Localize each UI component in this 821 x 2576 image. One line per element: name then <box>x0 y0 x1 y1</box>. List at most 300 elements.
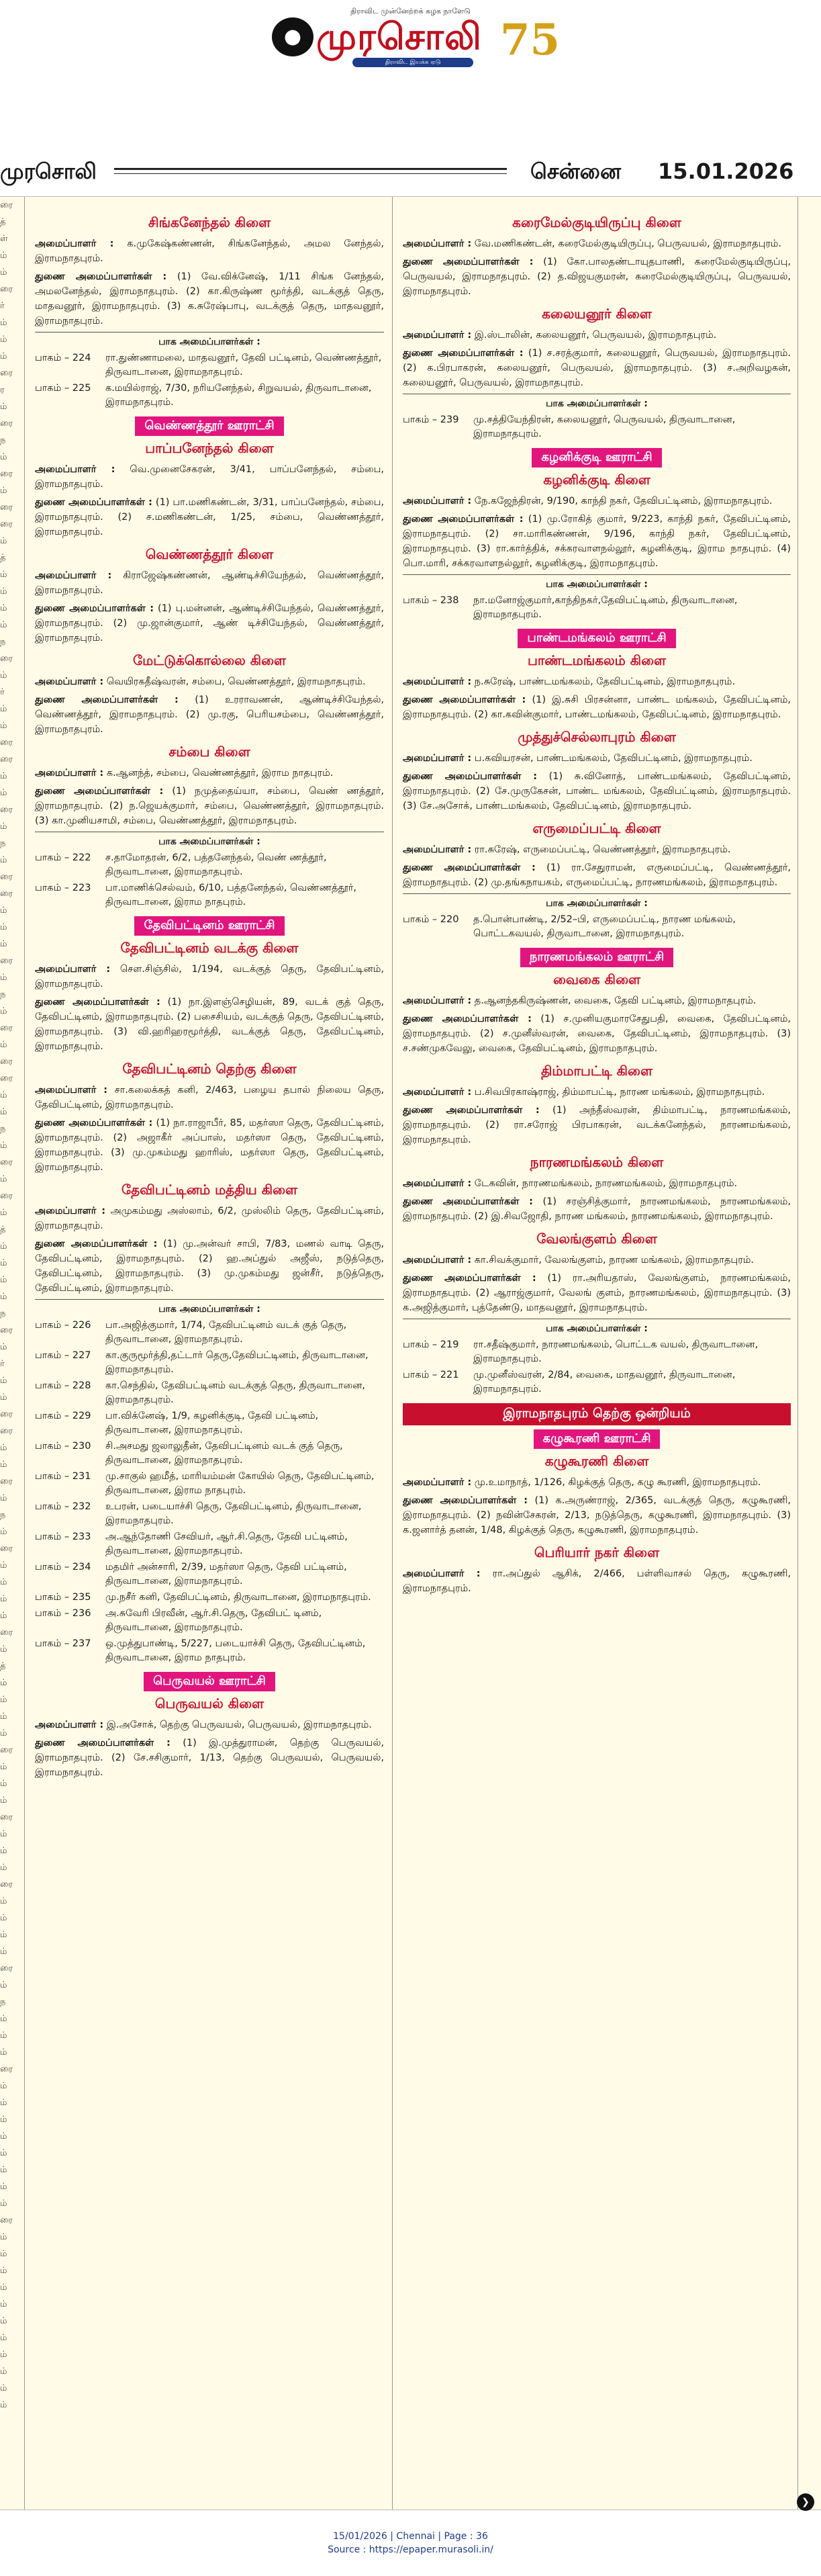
branch-heading: சம்பை கிளை <box>168 744 250 760</box>
cut-text-fragment: ம் <box>0 318 7 328</box>
cut-text-fragment: ம் <box>0 1527 7 1537</box>
organiser-entry <box>403 236 791 251</box>
deputy-text: (1) உரராவணன், ஆண்டிச்சியேந்தல், வெண்ணத்தூர், இராமநாதபுரம். (2) மு.ரகு, பெரியசம்பை, வெண்ணத்தூர், இராமநாதபுரம். <box>35 695 384 735</box>
branch-block <box>403 729 791 813</box>
cut-text-fragment: ரை <box>0 738 13 748</box>
branch-heading: வேலங்குளம் கிளை <box>536 1231 657 1247</box>
cut-text-fragment: ம் <box>0 2115 7 2125</box>
booth-organiser: மு.சாகுல் ஹமீத், மாரியம்மன் கோயில் தெரு, தேவிபட்டினம், திருவாடானை, இராம நாதபுரம். <box>105 1471 375 1496</box>
deputy-text: (1) வே.விக்னேஷ், 1/11 சிங்க னேந்தல், அமலனேந்தல், இராமநாதபுரம். (2) கா.கிருஷ்ண மூர்த்தி, வடக்குத் தெரு, மாதவனூர், இராமநாதபுரம். (3) க.சுரேஷ்பாபு, வடக்குத் தெரு, மாதவனூர், இராமநாதபுரம். <box>35 271 384 326</box>
cut-text-fragment: ம் <box>0 939 7 949</box>
cut-text-fragment: ம் <box>0 1107 7 1117</box>
organiser-text: ந.சுரேஷ், பாண்டமங்கலம், தேவிபட்டினம், இராமநாதபுரம். <box>474 676 736 687</box>
organiser-entry <box>403 993 791 1008</box>
organiser-label: அமைப்பாளர் : <box>35 768 104 779</box>
deputy-entry <box>35 1116 384 1175</box>
panchayat-banner: கழுகூரணி ஊராட்சி <box>534 1429 661 1449</box>
column-rule <box>24 197 25 2510</box>
booth-row <box>35 1591 384 1605</box>
booth-row <box>35 382 384 410</box>
cut-text-fragment: ம் <box>0 670 7 680</box>
branch-heading: கழனிக்குடி கிளை <box>543 472 650 488</box>
cut-text-fragment: ம் <box>0 1913 7 1923</box>
column-rule <box>392 197 393 2510</box>
organiser-text: க.ஆனந்த், சம்பை, வெண்ணத்தூர், இராம நாதபுரம். <box>106 768 334 779</box>
branch-heading: திம்மாபட்டி கிளை <box>540 1063 653 1079</box>
cut-text-fragment: ம் <box>0 2131 7 2141</box>
organiser-entry <box>403 751 791 766</box>
booth-row <box>403 913 791 941</box>
cut-text-fragment: ம் <box>0 570 7 580</box>
organiser-text: ப.சிவபிரகாஷ்ராஜ், திம்மாபட்டி, நாரண மங்கலம், இராமநாதபுரம். <box>474 1087 765 1098</box>
booth-row <box>35 1500 384 1528</box>
organiser-entry <box>403 842 791 857</box>
deputy-entry <box>403 1271 791 1315</box>
booth-number: பாகம் – 225 <box>35 383 91 394</box>
cut-text-fragment: ம் <box>0 1947 7 1957</box>
booth-row <box>403 1368 791 1396</box>
organiser-entry <box>35 1204 384 1233</box>
cut-text-fragment: ரை <box>0 872 13 882</box>
cut-text-fragment: ம் <box>0 1644 7 1654</box>
booth-organiser: கா.குருமூர்த்தி,தட்டார் தெரு,தேவிபட்டினம், திருவாடானை, இராமநாதபுரம். <box>105 1350 369 1375</box>
organiser-label: அமைப்பாளர் : <box>403 676 472 687</box>
cut-text-fragment: ம் <box>0 2031 7 2041</box>
deputy-entry <box>35 693 384 737</box>
branch-heading: தேவிபட்டினம் வடக்கு கிளை <box>120 940 299 956</box>
cut-text-fragment: ரை <box>0 1544 13 1554</box>
booth-organiser: பா.அஜித்குமார், 1/74, தேவிபட்டினம் வடக் குத் தெரு, திருவாடானை, இராமநாதபுரம். <box>105 1320 347 1345</box>
booth-number: பாகம் – 235 <box>35 1592 91 1603</box>
organiser-entry <box>403 1253 791 1268</box>
cut-text-fragment: ம் <box>0 821 7 832</box>
cut-text-fragment: ம் <box>0 1779 7 1789</box>
cut-text-fragment: ம் <box>0 1795 7 1806</box>
cut-text-fragment: ம் <box>0 788 7 798</box>
booth-organiser: அ.ஆந்தோணி சேவியர், ஆர்.சி.தெரு, தேவி பட்டினம், திருவாடானை, இராமநாதபுரம். <box>105 1531 348 1556</box>
deputy-entry <box>35 1736 384 1780</box>
branch-heading: சிங்கனேந்தல் கிளை <box>148 214 271 230</box>
branch-block <box>403 1154 791 1224</box>
cut-text-fragment: ம் <box>0 1258 7 1268</box>
cut-text-fragment: ம் <box>0 1090 7 1100</box>
cut-text-fragment: ம் <box>0 1863 7 1873</box>
cut-text-fragment: ம் <box>0 1275 7 1285</box>
cut-text-fragment: ம் <box>0 620 7 630</box>
deputy-entry <box>35 269 384 328</box>
page-footer <box>0 2512 821 2576</box>
cut-text-fragment: ம் <box>0 586 7 596</box>
booth-number: பாகம் – 232 <box>35 1501 91 1512</box>
newspaper-page <box>0 196 821 2510</box>
masthead-logo <box>272 15 561 69</box>
branch-heading: எருமைப்பட்டி கிளை <box>532 820 661 836</box>
cut-text-fragment: ரை <box>0 200 13 210</box>
organiser-text: கா.சிவக்குமார், வேலங்குளம், நாரண மங்கலம், இராமநாதபுரம். <box>474 1255 754 1265</box>
elephant-icon: ● <box>272 17 313 56</box>
organiser-text: டேகவின், நாரணமங்கலம், நாரணமங்கலம், இராமநாதபுரம். <box>474 1178 738 1189</box>
branch-block <box>403 214 791 299</box>
organiser-label: அமைப்பாளர் : <box>35 964 111 975</box>
cut-text-fragment: ரை <box>0 754 13 764</box>
cut-text-fragment: ம் <box>0 2282 7 2293</box>
organiser-entry <box>35 568 384 598</box>
deputy-text: (1) இ.முத்துராமன், தெற்கு பெருவயல், இராமநாதபுரம். (2) சே.சசிகுமார், 1/13, தெற்கு பெருவயல், பெருவயல், இராமநாதபுரம். <box>35 1738 384 1778</box>
booth-organiser: சி.அசமது ஜலாலுதீன், தேவிபட்டினம் வடக் குத் தெரு, திருவாடானை, இராமநாதபுரம். <box>105 1441 343 1466</box>
booth-row <box>403 1338 791 1366</box>
branch-heading: மேட்டுக்கொல்லை கிளை <box>132 652 287 668</box>
organiser-entry <box>403 328 791 343</box>
footer-page-info: 15/01/2026 | Chennai | Page : 36 <box>333 2531 488 2542</box>
booth-row <box>35 1379 384 1407</box>
footer-source-link[interactable]: Source : https://epaper.murasoli.in/ <box>328 2544 493 2555</box>
organiser-entry <box>35 462 384 492</box>
organiser-text: ப.கவியரசன், பாண்டமங்கலம், தேவிபட்டினம், இராமநாதபுரம். <box>474 753 753 764</box>
branch-heading: பாப்பனேந்தல் கிளை <box>145 440 274 456</box>
cut-text-fragment: த் <box>0 1225 6 1235</box>
booth-organiser: ரா.சதீஷ்குமார், நாரணமங்கலம், பொட்டக வயல், திருவாடானை, இராமநாதபுரம். <box>473 1339 759 1364</box>
booth-organiser: ச.தாமோதரன், 6/2, பத்தனேந்தல், வெண் ணத்தூர், திருவாடானை, இராமநாதபுரம். <box>105 852 327 877</box>
booth-row <box>35 1349 384 1377</box>
cut-text-fragment: ர் <box>0 301 5 311</box>
cut-text-fragment: ம் <box>0 603 7 613</box>
organiser-text: இ.ஸ்டாலின், கலையனூர், பெருவயல், இராமநாதபுரம். <box>474 330 717 341</box>
deputy-label: துணை அமைப்பாளர்கள் : <box>403 257 534 267</box>
cut-text-fragment: ந <box>0 989 6 1000</box>
cut-text-fragment: ந <box>0 1997 6 2007</box>
panchayat-banner: வெண்ணத்தூர் ஊராட்சி <box>135 416 283 436</box>
cut-text-fragment: ம் <box>0 1174 7 1184</box>
organiser-label: அமைப்பாளர் : <box>403 995 472 1006</box>
panchayat-banner: தேவிபட்டினம் ஊராட்சி <box>134 916 284 936</box>
deputy-label: துணை அமைப்பாளர்கள் : <box>403 862 536 873</box>
branch-heading: கரைமேல்குடியிருப்பு கிளை <box>512 214 681 230</box>
branch-block <box>35 214 384 410</box>
cut-text-fragment: ரை <box>0 1057 13 1067</box>
booth-number: பாகம் – 222 <box>35 852 91 863</box>
booth-number: பாகம் – 220 <box>403 914 459 925</box>
branch-block <box>35 1182 384 1665</box>
cut-text-fragment: ம் <box>0 1846 7 1856</box>
organiser-entry <box>35 1083 384 1112</box>
cut-text-fragment: ம் <box>0 2165 7 2175</box>
deputy-label: துணை அமைப்பாளர்கள் : <box>35 695 179 705</box>
anniversary-badge: 75 <box>500 15 561 65</box>
deputy-entry <box>403 860 791 890</box>
organiser-text: வெயிரகதீஷ்வரன், சம்பை, வெண்ணத்தூர், இராமநாதபுரம். <box>106 676 366 687</box>
cut-text-fragment: ம் <box>0 905 7 916</box>
panchayat-banner: பெருவயல் ஊராட்சி <box>144 1672 275 1691</box>
cut-text-fragment: ர் <box>0 687 5 697</box>
booth-number: பாகம் – 236 <box>35 1608 91 1619</box>
branch-block <box>35 744 384 909</box>
organiser-entry <box>403 1176 791 1191</box>
cut-text-fragment: ம் <box>0 452 7 462</box>
cut-text-fragment: ரை <box>0 1157 13 1167</box>
branch-heading: பெரியார் நகர் கிளை <box>534 1544 660 1560</box>
cut-text-fragment: ரை <box>0 956 13 966</box>
organiser-text: மு.உமாநாத், 1/126, கிழக்குத் தெரு, கழு கூரணி, இராமநாதபுரம். <box>474 1477 761 1488</box>
organiser-label: அமைப்பாளர் : <box>35 1720 104 1730</box>
cut-text-fragment: ரை <box>0 2215 13 2225</box>
page-turn-icon[interactable]: ❯ <box>797 2493 814 2511</box>
organiser-label: அமைப்பாளர் : <box>35 676 104 687</box>
deputy-text: (1) நமுத்தைய்யா, சம்பை, வெண் ணத்தூர், இராமநாதபுரம். (2) ந.ஜெயக்குமார், சம்பை, வெண்ணத்தூர், இராமநாதபுரம். (3) கா.முனியசாமி, சம்பை, வெண்ணத்தூர், இராமநாதபுரம். <box>35 786 384 826</box>
deputy-text: (1) ச.முனியகுமாரசேதுபதி, வைகை, தேவிபட்டினம், இராமநாதபுரம். (2) ச.முனீஸ்வரன், வைகை, தேவிபட்டினம், இராமநாதபுரம். (3) ச.சண்முகவேலு, வைகை, தேவிபட்டினம், இராமநாதபுரம். <box>403 1014 791 1054</box>
cut-text-fragment: ர <box>0 385 5 395</box>
cut-text-fragment: ந <box>0 1308 6 1319</box>
booth-number: பாகம் – 228 <box>35 1380 91 1391</box>
branch-heading: தேவிபட்டினம் தெற்கு கிளை <box>122 1061 297 1077</box>
deputy-label: துணை அமைப்பாளர்கள் : <box>403 1105 540 1116</box>
panchayat-banner: பாண்டமங்கலம் ஊராட்சி <box>518 629 675 648</box>
cut-text-fragment: ம் <box>0 402 7 412</box>
organiser-text: இ.அசோக், தெற்கு பெருவயல், பெருவயல், இராமநாதபுரம். <box>106 1720 372 1730</box>
cut-text-fragment: ம் <box>0 2350 7 2360</box>
cut-text-fragment: ம் <box>0 1376 7 1386</box>
booth-organiser: ரா.துண்ணாமலை, மாதவனூர், தேவி பட்டினம், வெண்ணத்தூர், திருவாடானை, இராமநாதபுரம். <box>105 353 382 377</box>
branch-heading: வைகை கிளை <box>552 971 641 987</box>
organiser-text: கிராஜேஷ்கண்ணன், ஆண்டிச்சியேந்தல், வெண்ணத்தூர், இராமநாதபுரம். <box>35 570 384 596</box>
cut-text-fragment: ம் <box>0 486 7 496</box>
deputy-label: துணை அமைப்பாளர்கள் : <box>403 348 524 359</box>
booth-number: பாகம் – 231 <box>35 1471 91 1482</box>
cut-text-fragment: ம் <box>0 1980 7 1990</box>
cut-text-fragment: ம் <box>0 2400 7 2410</box>
deputy-label: துணை அமைப்பாளர்கள் : <box>403 771 538 782</box>
booth-number: பாகம் – 233 <box>35 1531 91 1542</box>
cut-text-fragment: ம் <box>0 1594 7 1604</box>
deputy-entry <box>35 601 384 646</box>
deputy-label: துணை அமைப்பாளர்கள் : <box>35 997 160 1008</box>
organiser-label: அமைப்பாளர் : <box>403 844 472 855</box>
cut-text-fragment: ம் <box>0 2182 7 2192</box>
booth-number: பாகம் – 239 <box>403 414 459 425</box>
branch-block <box>35 440 384 539</box>
organiser-entry <box>35 766 384 781</box>
booth-organiser: பா.விக்னேஷ், 1/9, கழனிக்குடி, தேவி பட்டினம், திருவாடானை, இராமநாதபுரம். <box>105 1411 319 1435</box>
cut-text-fragment: ம் <box>0 1141 7 1151</box>
deputy-label: துணை அமைப்பாளர்கள் : <box>35 271 167 282</box>
deputy-label: துணை அமைப்பாளர்கள் : <box>403 514 524 525</box>
branch-block <box>403 472 791 622</box>
booth-row <box>35 1560 384 1589</box>
cut-text-fragment: ம் <box>0 1678 7 1688</box>
header-rule <box>114 168 507 170</box>
cut-text-fragment: ம் <box>0 2199 7 2209</box>
organiser-entry <box>35 236 384 266</box>
deputy-label: துணை அமைப்பாளர்கள் : <box>403 1495 528 1506</box>
deputy-entry <box>403 1194 791 1224</box>
cut-text-fragment: ரை <box>0 284 13 294</box>
cut-text-fragment: ம் <box>0 922 7 932</box>
cut-text-fragment: ம் <box>0 1241 7 1251</box>
cut-text-fragment: ரை <box>0 1023 13 1033</box>
branch-block <box>403 1231 791 1396</box>
cut-text-fragment: ம் <box>0 1392 7 1403</box>
branch-block <box>403 820 791 941</box>
deputy-entry <box>35 495 384 539</box>
cut-text-fragment: ள் <box>0 234 8 244</box>
masthead-tagline: திராவிட முன்னேற்றக் கழக நாளேடு <box>350 7 471 15</box>
cut-text-fragment: ம் <box>0 1762 7 1772</box>
booth-number: பாகம் – 221 <box>403 1370 459 1380</box>
organiser-label: அமைப்பாளர் : <box>403 1087 472 1098</box>
booth-row <box>403 594 791 622</box>
booth-organiser: த.பொன்பாண்டி, 2/52–பி, எருமைப்பட்டி, நாரண மங்கலம், பொட்டகவயல், திருவாடானை, இராமநாதபுரம். <box>473 914 736 939</box>
booth-title: பாக அமைப்பாளர்கள் : <box>546 1323 648 1334</box>
deputy-label: துணை அமைப்பாளர்கள் : <box>35 1118 153 1128</box>
organiser-label: அமைப்பாளர் : <box>403 1568 481 1579</box>
cut-text-fragment: ம் <box>0 2148 7 2158</box>
union-banner: இராமநாதபுரம் தெற்கு ஒன்றியம் <box>403 1403 791 1425</box>
branch-heading: பெருவயல் கிளை <box>154 1695 264 1712</box>
cut-text-fragment: ம் <box>0 2299 7 2309</box>
booth-number: பாகம் – 229 <box>35 1411 91 1421</box>
booth-organiser: நா.மனோஜ்குமார்,காந்திநகர்,தேவிபட்டினம், திருவாடானை, இராமநாதபுரம். <box>473 595 738 620</box>
masthead <box>0 0 821 82</box>
deputy-label: துணை அமைப்பாளர்கள் : <box>403 1014 532 1024</box>
organiser-entry <box>403 1475 791 1490</box>
deputy-label: துணை அமைப்பாளர்கள் : <box>403 695 526 705</box>
deputy-text: (1) நா.ராஜாபீர், 85, மதர்ஸா தெரு, தேவிபட்டினம், இராமநாதபுரம். (2) அஜாகீர் அப்பாஸ், மதர்ஸா தெரு, தேவிபட்டினம், இராமநாதபுரம். (3) மு.முகம்மது ஹாரிஸ், மதர்ஸா தெரு, தேவிபட்டினம், இராமநாதபுரம். <box>35 1118 384 1173</box>
deputy-entry <box>403 1493 791 1538</box>
cut-text-fragment: ரை <box>0 1426 13 1436</box>
cut-text-fragment: ந <box>0 1510 6 1520</box>
deputy-text: (1) க.அருண்ராஜ், 2/365, வடக்குத் தெரு, கழுகூரணி, இராமநாதபுரம். (2) நவின்சேகரன், 2/13, நடுத்தெரு, கழுகூரணி, இராமநாதபுரம். (3) க.ஜனார்த் தனன், 1/48, கிழக்குத் தெரு, கழுகூரணி, இராமநாதபுரம். <box>403 1495 791 1536</box>
organiser-label: அமைப்பாளர் : <box>35 1085 108 1096</box>
cut-text-fragment: ரை <box>0 1409 13 1419</box>
booth-row <box>35 1319 384 1347</box>
cut-text-fragment: ரை <box>0 1812 13 1822</box>
separator-rule <box>35 1299 384 1300</box>
deputy-entry <box>403 346 791 390</box>
page-header <box>0 153 821 192</box>
cut-text-fragment: ம் <box>0 1460 7 1470</box>
booth-title: பாக அமைப்பாளர்கள் : <box>158 836 260 847</box>
deputy-text: (1) நா.இளஞ்செழியன், 89, வடக் குத் தெரு, தேவிபட்டினம், இராமநாதபுரம். (2) பசைசியம், வடக்குத் தெரு, தேவிபட்டினம், இராமநாதபுரம். (3) வி.ஹரிஹரமூர்த்தி, வடக்குத் தெரு, தேவிபட்டினம், இராமநாதபுரம். <box>35 997 384 1052</box>
booth-organiser: மு.முனீஸ்வரன், 2/84, வைகை, மாதவனூர், திருவாடானை, இராமநாதபுரம். <box>473 1370 736 1394</box>
deputy-label: துணை அமைப்பாளர்கள் : <box>35 1738 171 1748</box>
booth-row <box>35 351 384 380</box>
logo-wordmark: முரசொலி <box>316 15 482 58</box>
cut-text-fragment: ம் <box>0 1695 7 1705</box>
cut-text-fragment: ரை <box>0 418 13 429</box>
cut-text-fragment: ர் <box>0 1359 5 1369</box>
deputy-text: (1) ரா.அரியதாஸ், வேலங்குளம், நாரணமங்கலம், இராமநாதபுரம். (2) ஆராஜ்குமார், வேலங் குளம், நாரணமங்கலம், இராமநாதபுரம். (3) க.அஜித்குமார், புத்தேண்டு, மாதவனூர், இராமநாதபுரம். <box>403 1273 791 1313</box>
booth-organiser: ஒ.முத்துபாண்டி, 5/227, படையாச்சி தெரு, தேவிபட்டினம், திருவாடானை, இராம நாதபுரம். <box>105 1638 366 1663</box>
booth-number: பாகம் – 226 <box>35 1320 91 1331</box>
cut-text-fragment: ரை <box>0 502 13 513</box>
booth-organiser: கா.செந்தில், தேவிபட்டினம் வடக்குத் தெரு, திருவாடானை, இராமநாதபுரம். <box>105 1380 365 1405</box>
organiser-entry <box>35 962 384 991</box>
cut-text-fragment: ம் <box>0 2383 7 2393</box>
deputy-text: (1) அந்தீஸ்வரன், திம்மாபட்டி, நாரணமங்கலம், இராமநாதபுரம். (2) ரா.சரோஜ் பிரபாகரன், வடக்கனேந்தல், நாரணமங்கலம், இராமநாதபுரம். <box>403 1105 791 1145</box>
booth-number: பாகம் – 219 <box>403 1339 459 1350</box>
cut-text-fragment: ம் <box>0 1728 7 1738</box>
organiser-label: அமைப்பாளர் : <box>403 1178 472 1189</box>
cut-text-fragment: ரை <box>0 1073 13 1083</box>
cut-text-fragment: ம் <box>0 721 7 731</box>
booth-row <box>35 881 384 909</box>
cut-text-fragment: ந <box>0 838 6 848</box>
cut-text-fragment: ரை <box>0 1879 13 1890</box>
organiser-text: அமுகம்மது அஸ்லாம், 6/2, முஸ்லிம் தெரு, தேவிபட்டினம், இராமநாதபுரம். <box>35 1206 384 1231</box>
booth-number: பாகம் – 223 <box>35 883 91 893</box>
booth-number: பாகம் – 224 <box>35 353 91 363</box>
cut-text-fragment: ரை <box>0 2064 13 2074</box>
booth-row <box>35 1637 384 1665</box>
cut-text-fragment: ம் <box>0 351 7 361</box>
deputy-text: (1) மு.அன்வர் சாபி, 7/83, மணல் வாடி தெரு, தேவிபட்டினம், இராமநாதபுரம். (2) ஹ.அப்துல் அஜீஸ், நடுத்தெரு, தேவிபட்டினம், இராமநாதபுரம். (3) மு.முகம்மது ஜன்சீர், நடுத்தெரு, தேவிபட்டினம், இராமநாதபுரம். <box>35 1239 384 1294</box>
cut-text-fragment: ம் <box>0 2047 7 2057</box>
deputy-entry <box>35 1237 384 1296</box>
cut-text-fragment: ம் <box>0 1342 7 1352</box>
cut-text-fragment: ம் <box>0 335 7 345</box>
organiser-label: அமைப்பாளர் : <box>35 464 115 475</box>
booth-organiser: மு.நசீர் கனி, தேவிபட்டினம், திருவாடானை, இராமநாதபுரம். <box>105 1592 371 1603</box>
deputy-entry <box>35 784 384 828</box>
header-rule-thin <box>114 173 507 174</box>
organiser-entry <box>403 1085 791 1100</box>
organiser-text: வெ.முனைசேகரன், 3/41, பாப்பனேந்தல், சம்பை, இராமநாதபுரம். <box>35 464 384 490</box>
branch-block <box>35 1695 384 1780</box>
deputy-text: (1) பா.மணிகண்டன், 3/31, பாப்பனேந்தல், சம்பை, இராமநாதபுரம். (2) ச.மணிகண்டன், 1/25, சம்பை, வெண்ணத்தூர், இராமநாதபுரம். <box>35 497 384 537</box>
branch-block <box>403 1063 791 1147</box>
organiser-label: அமைப்பாளர் : <box>35 570 112 581</box>
booth-organiser: அ.சுவேரி பிரவீன், ஆர்.சி.தெரு, தேவிபட் டினம், திருவாடானை, இராமநாதபுரம். <box>105 1608 322 1633</box>
organiser-entry <box>35 674 384 689</box>
cut-text-fragment: ரை <box>0 1745 13 1755</box>
header-paper-name: முரசொலி <box>0 159 97 184</box>
cut-text-fragment: ம் <box>0 1006 7 1016</box>
organiser-text: ரா.சுரேஷ், எருமைப்பட்டி, வெண்ணத்தூர், இராமநாதபுரம். <box>474 844 731 855</box>
branch-heading: வெண்ணத்தூர் கிளை <box>145 546 274 562</box>
organiser-text: ரா.அப்துல் ஆசிக், 2/466, பள்ளிவாசல் தெரு, கழுகூரணி, இராமநாதபுரம். <box>403 1568 791 1594</box>
cut-text-fragment: ம் <box>0 1577 7 1587</box>
column-a <box>35 210 384 2501</box>
cut-text-fragment: ம் <box>0 1208 7 1218</box>
cut-text-fragment: ரை <box>0 805 13 815</box>
booth-title: பாக அமைப்பாளர்கள் : <box>158 337 260 347</box>
deputy-text: (1) இ.சுசி பிரசன்னா, பாண்ட மங்கலம், தேவிபட்டினம், இராமநாதபுரம். (2) கா.கவின்குமார், பாண்டமங்கலம், தேவிபட்டினம், இராமநாதபுரம். <box>403 695 791 720</box>
cut-text-fragment: ம் <box>0 1829 7 1839</box>
branch-heading: கலையனூர் கிளை <box>542 306 652 322</box>
cut-text-fragment: ந <box>0 1124 6 1134</box>
deputy-entry <box>403 1103 791 1147</box>
cut-text-fragment: ம் <box>0 2249 7 2259</box>
cut-text-fragment: ம் <box>0 1292 7 1302</box>
booth-row <box>35 851 384 879</box>
booth-row <box>35 1409 384 1437</box>
booth-organiser: உபரன், படையாச்சி தெரு, தேவிபட்டினம், திருவாடானை, இராமநாதபுரம். <box>105 1501 362 1526</box>
cut-column-fragments <box>0 197 23 2510</box>
deputy-entry <box>35 995 384 1054</box>
branch-block <box>403 1453 791 1538</box>
organiser-entry <box>403 494 791 508</box>
cut-text-fragment: த் <box>0 217 6 227</box>
deputy-text: (1) சரஞ்சித்குமார், நாரணமங்கலம், நாரணமங்கலம், இராமநாதபுரம். (2) இ.சிவஜோதி, நாரண மங்கலம், நாரணமங்கலம், இராமநாதபுரம். <box>403 1196 791 1222</box>
organiser-text: வே.மணிகண்டன், கரைமேல்குடியிருப்பு, பெருவயல், இராமநாதபுரம். <box>474 238 782 249</box>
organiser-label: அமைப்பாளர் : <box>403 496 472 506</box>
separator-rule <box>403 893 791 894</box>
cut-text-fragment: ரை <box>0 1963 13 1973</box>
cut-text-fragment: ம் <box>0 2081 7 2091</box>
branch-heading: தேவிபட்டினம் மத்திய கிளை <box>121 1182 298 1198</box>
header-date: 15.01.2026 <box>658 159 794 184</box>
cut-text-fragment: ம் <box>0 2333 7 2343</box>
booth-organiser: பா.மாணிக்செல்வம், 6/10, பத்தனேந்தல், வெண்ணத்தூர், திருவாடானை, இராம நாதபுரம். <box>105 883 356 907</box>
